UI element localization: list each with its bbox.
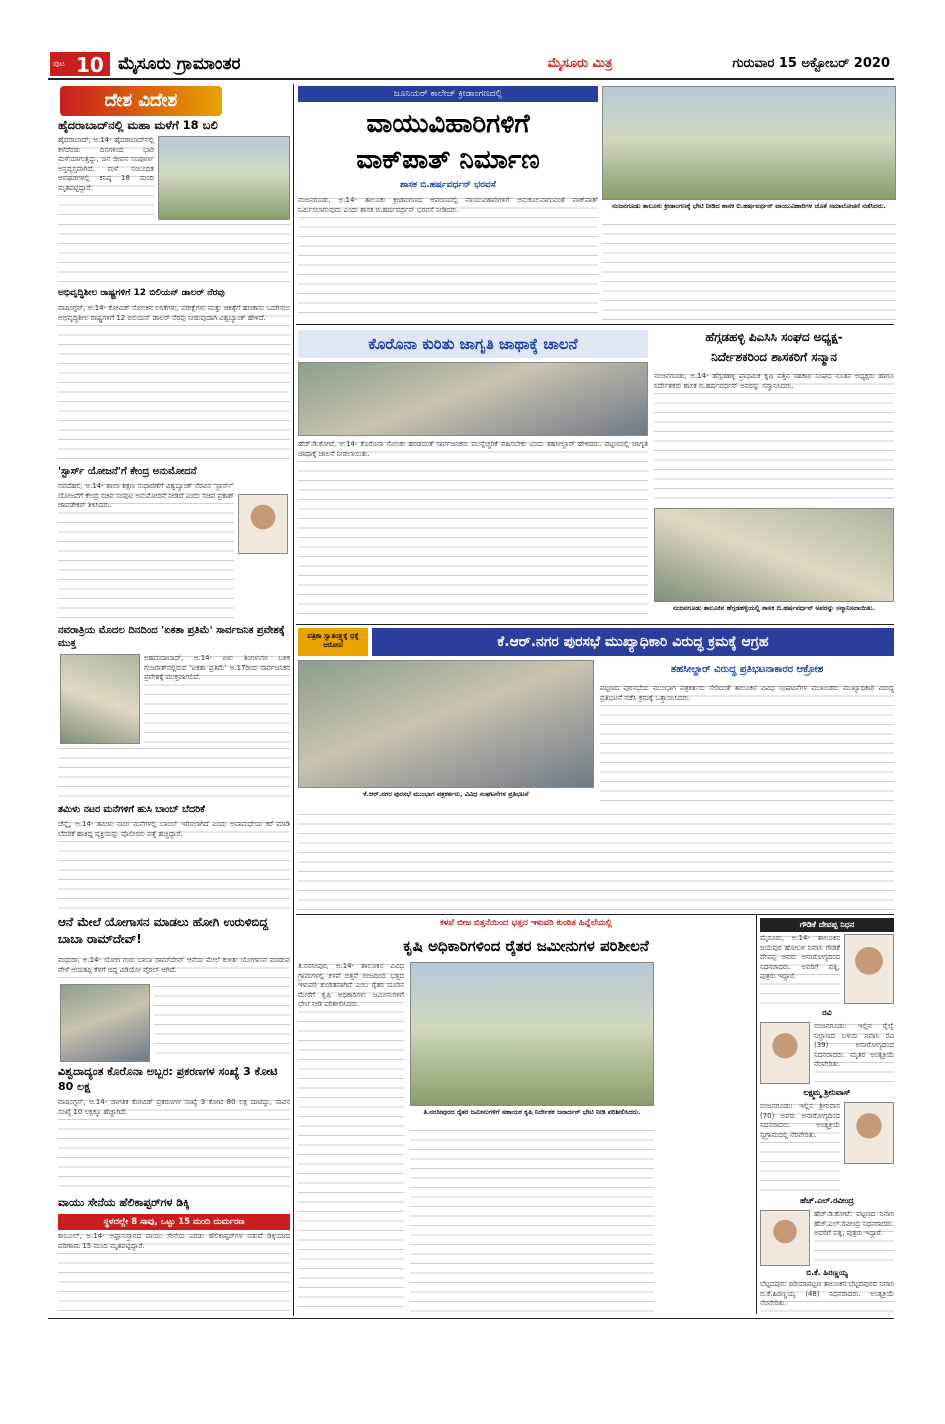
rule-under-lead <box>296 324 894 325</box>
lead-photo <box>602 86 896 200</box>
obit-photo-4 <box>760 1210 810 1266</box>
obit-head-1 <box>760 918 894 932</box>
hegga-body: ನಂಜನಗೂಡು, ಅ.14- ಹೆಗ್ಗಡಹಳ್ಳಿ ಪ್ರಾಥಮಿಕ ಕೃಷಿ ಪತ್ತಿನ ಸಹಕಾರ ಸಂಘದ ನೂತನ ಅಧ್ಯಕ್ಷರು ಹಾಗೂ ನಿರ್ದೇಶಕರು ಶಾಸಕ ಬಿ.ಹರ್ಷವರ್ಧನ್ ಅವರನ್ನು ಸನ್ಮಾನಿಸಿದರು. <box>654 372 894 506</box>
lead-byline: ಶಾಸಕ ಬಿ.ಹರ್ಷವರ್ಧನ್ ಭರವಸೆ <box>400 180 496 190</box>
section-title-text: ದೇಶ ವಿದೇಶ <box>104 90 178 111</box>
s4-body: ಅಹಮದಾಬಾದ್, ಅ.14- ಏಳು ತಿಂಗಳುಗಳ ಬಳಿಕ ಗುಜರಾತ್‌ನಲ್ಲಿರುವ 'ಏಕತಾ ಪ್ರತಿಮೆ' ಅ.17ರಿಂದ ಸಾರ್ವಜನಿಕರ ಪ್ರವೇಶಕ್ಕೆ ಮುಕ್ತವಾಗಲಿದೆ. <box>144 654 290 744</box>
s8-headline: ವಾಯು ಸೇನೆಯ ಹೆಲಿಕಾಪ್ಟರ್‌ಗಳ ಡಿಕ್ಕಿ <box>58 1196 190 1209</box>
corona-photo <box>298 362 648 436</box>
krnagar-photo <box>298 660 594 788</box>
obit-head-3: ಲಕ್ಷ್ಮಮ್ಮ ಶ್ರೀನಿವಾಸ್ <box>803 1088 851 1097</box>
lead-headline-2: ವಾಕ್‌ಪಾತ್ ನಿರ್ಮಾಣ <box>356 145 540 175</box>
s6-body: ಮಥುರಾ, ಅ.14- ಯೋಗ ಗುರು ಬಾಬಾ ರಾಮ್‌ದೇವ್ ಆನೆಯ ಮೇಲೆ ಕುಳಿತು ಯೋಗಾಸನ ಮಾಡುವ ವೇಳೆ ಆಯತಪ್ಪಿ ಕೆಳಗೆ ಬಿದ್ದ ವಿಡಿಯೋ ವೈರಲ್ ಆಗಿದೆ. <box>58 956 290 982</box>
corona-headline: ಕೊರೊನಾ ಕುರಿತು ಜಾಗೃತಿ ಜಾಥಾಕ್ಕೆ ಚಾಲನೆ <box>368 335 578 353</box>
s8-subhead-text: ಸ್ಥಳದಲ್ಲೇ 8 ಸಾವು, ಒಟ್ಟು 15 ಮಂದಿ ದುರ್ಮರಣ <box>103 1217 245 1227</box>
hegga-headline-2: ನಿರ್ದೇಶಕರಿಂದ ಶಾಸಕರಿಗೆ ಸನ್ಮಾನ <box>711 350 837 364</box>
lead-photo-caption: ನಂಜನಗೂಡು ತಾಲೂಕು ಕ್ರೀಡಾಂಗಣಕ್ಕೆ ಭೇಟಿ ನೀಡಿದ ಶಾಸಕ ಬಿ.ಹರ್ಷವರ್ಧನ್ ವಾಯುವಿಹಾರಿಗಳ ಜೊತೆ ಸಮಾಲೋಚನೆ ನಡೆಸಿದರು. <box>612 202 886 210</box>
s5-headline: ತಮಿಳು ನಟರ ಮನೆಗಳಿಗೆ ಹುಸಿ ಬಾಂಬ್ ಬೆದರಿಕೆ <box>58 804 205 815</box>
lead-body: ನಂಜನಗೂಡು, ಅ.14- ತಾಲೂಕು ಕ್ರೀಡಾಂಗಣದ ಆವರಣದಲ್ಲಿ ವಾಯುವಿಹಾರಿಗಳಿಗೆ ಅನುಕೂಲವಾಗುವಂತೆ ವಾಕ್‌ಪಾತ್ ನಿರ್ಮಿಸಲಾಗುವುದು ಎಂದು ಶಾಸಕ ಬಿ.ಹರ್ಷವರ್ಧನ್ ಭರವಸೆ ನೀಡಿದರು. <box>298 196 598 320</box>
obit-head-2: ರವಿ <box>822 1008 832 1017</box>
lead-headline-1: ವಾಯುವಿಹಾರಿಗಳಿಗೆ <box>366 109 530 139</box>
obit-body-1: ಮೈಸೂರು, ಅ.14- ತಾಲೂಕಿನ ಜಯಪುರ ಹೋಬಳಿ ನಿವಾಸಿ ಗೌಡಿಕೆ ದೇವಪ್ಪ ಅವರು ಅನಾರೋಗ್ಯದಿಂದ ನಿಧನರಾದರು. ಅವರಿಗೆ ಪತ್ನಿ, ಪುತ್ರರು ಇದ್ದಾರೆ. <box>760 934 840 1004</box>
krnagar-tag-text: ಪತ್ರಿಕಾ ಸ್ವಾತಂತ್ರ್ಯಕ್ಕೆ ಧಕ್ಕೆ ಆರೋಪ <box>307 632 359 649</box>
page-word: ಪುಟ <box>53 59 65 68</box>
lead-body-cont <box>602 222 896 320</box>
s2-headline: ಅಭಿವೃದ್ಧಿಶೀಲ ರಾಷ್ಟ್ರಗಳಿಗೆ 12 ಬಿಲಿಯನ್ ಡಾಲರ್ ನೆರವು <box>58 288 225 298</box>
section-name: ಮೈಸೂರು ಗ್ರಾಮಾಂತರ <box>118 54 241 74</box>
obit-body-5: ಬೆಟ್ಟದಪುರ: ಪಿರಿಯಾಪಟ್ಟಣ ತಾಲೂಕಿನ ಬೆಟ್ಟದಪುರದ ನಿವಾಸಿ ಬಿ.ಕೆ.ಹಿರಣ್ಣಯ್ಯ (48) ನಿಧನರಾದರು. ಅಂತ್ಯಕ್ರಿಯೆ ನೆರವೇರಿತು. <box>760 1280 894 1314</box>
obit-photo-1 <box>844 934 894 1004</box>
krnagar-tag <box>298 628 368 656</box>
section-title-desha-videsha <box>60 86 222 116</box>
lead-kicker-text: ಜೂನಿಯರ್ ಕಾಲೇಜ್ ಕ್ರೀಡಾಂಗಣದಲ್ಲಿ <box>393 89 503 99</box>
s4-headline: ನವರಾತ್ರಿಯ ಮೊದಲ ದಿನದಿಂದ 'ಏಕತಾ ಪ್ರತಿಮೆ' ಸಾರ್ವಜನಿಕ ಪ್ರವೇಶಕ್ಕೆ ಮುಕ್ತ <box>58 625 285 649</box>
krishi-body-cont <box>410 1128 654 1314</box>
s8-subhead <box>58 1214 290 1230</box>
krishi-body: ತಿ.ನರಸೀಪುರ, ಅ.14- ತಾಲೂಕಿನ ವಿವಿಧ ಗ್ರಾಮಗಳಲ್ಲಿ ಕಳಪೆ ಬಿತ್ತನೆ ಬೀಜದಿಂದ ಭತ್ತದ ಇಳುವರಿ ಕುಂಠಿತವಾಗಿದೆ ಎಂಬ ರೈತರ ದೂರಿನ ಮೇರೆಗೆ ಕೃಷಿ ಅಧಿಕಾರಿಗಳು ಜಮೀನುಗಳಿಗೆ ಭೇಟಿ ನೀಡಿ ಪರಿಶೀಲಿಸಿದರು. <box>298 962 404 1314</box>
page-badge <box>50 52 110 76</box>
hegga-photo-caption: ನಂಜನಗೂಡು ತಾಲೂಕಿನ ಹೆಗ್ಗಡಹಳ್ಳಿಯಲ್ಲಿ ಶಾಸಕ ಬಿ.ಹರ್ಷವರ್ಧನ್ ಅವರನ್ನು ಸನ್ಮಾನಿಸಲಾಯಿತು. <box>673 604 875 612</box>
page-bottom-rule <box>48 1318 894 1319</box>
elephant-photo <box>60 984 150 1062</box>
s2-body: ವಾಷಿಂಗ್ಟನ್, ಅ.14- ಕೋವಿಡ್ ಸೋಂಕಿನ ಲಸಿಕೆಗಳು, ಪರೀಕ್ಷೆಗಳು ಮತ್ತು ಚಿಕಿತ್ಸೆಗೆ ಹಣಕಾಸು ಒದಗಿಸಲು ಅಭಿವೃದ್ಧಿಶೀಲ ರಾಷ್ಟ್ರಗಳಿಗೆ 12 ಬಿಲಿಯನ್ ಡಾಲರ್ ನೆರವು ನೀಡುವುದಾಗಿ ವಿಶ್ವಬ್ಯಾಂಕ್ ಹೇಳಿದೆ. <box>58 304 290 464</box>
s5-body: ಚೆನ್ನೈ, ಅ.14- ತಮಿಳು ನಟರ ಮನೆಗಳಲ್ಲಿ ಬಾಂಬ್ ಇರಿಸಲಾಗಿದೆ ಎಂದು ಅನಾಮಧೇಯ ಕರೆ ಮಾಡಿ ಬೆದರಿಕೆ ಹಾಕಿದ್ದ ವ್ಯಕ್ತಿಯನ್ನು ಪೊಲೀಸರು ಪತ್ತೆ ಹಚ್ಚಿದ್ದಾರೆ. <box>58 820 290 912</box>
corona-headline-box <box>298 330 648 358</box>
krnagar-body: ಪಟ್ಟಣದ ಪುರಸಭೆಯ ಮುಂಭಾಗ ಪತ್ರಕರ್ತರು ಸೇರಿದಂತೆ ತಾಲೂಕಿನ ವಿವಿಧ ಸಂಘಟನೆಗಳ ಮುಖಂಡರು ಮುಖ್ಯಾಧಿಕಾರಿ ವಿರುದ್ಧ ಪ್ರತಿಭಟನೆ ನಡೆಸಿ ಕ್ರಮಕ್ಕೆ ಒತ್ತಾಯಿಸಿದರು. <box>600 684 894 808</box>
s1-body-cont <box>58 222 290 286</box>
s3-body: ನವದೆಹಲಿ, ಅ.14- ಶಾಲಾ ಶಿಕ್ಷಣ ಸುಧಾರಣೆಗೆ ವಿಶ್ವಬ್ಯಾಂಕ್ ನೆರವಿನ 'ಸ್ಟಾರ್ಸ್' ಯೋಜನೆಗೆ ಕೇಂದ್ರ ಸಚಿವ ಸಂಪುಟ ಅನುಮೋದನೆ ನೀಡಿದೆ ಎಂದು ಸಚಿವ ಪ್ರಕಾಶ್ ಜಾವಡೇಕರ್ ತಿಳಿಸಿದರು. <box>58 482 234 622</box>
page-number: 10 <box>76 53 104 76</box>
obit-photo-3 <box>844 1102 894 1164</box>
obit-head-4: ಹೆಚ್.ಎಲ್.ರವೀಂದ್ರ <box>800 1196 854 1205</box>
s7-headline: ವಿಶ್ವದಾದ್ಯಂತ ಕೊರೊನಾ ಅಬ್ಬರ: ಪ್ರಕರಣಗಳ ಸಂಖ್ಯೆ 3 ಕೋಟಿ 80 ಲಕ್ಷ <box>58 1065 278 1093</box>
flood-photo <box>158 136 290 220</box>
s7-body: ವಾಷಿಂಗ್ಟನ್, ಅ.14- ಜಾಗತಿಕ ಕೋವಿಡ್ ಪ್ರಕರಣಗಳ ಸಂಖ್ಯೆ 3 ಕೋಟಿ 80 ಲಕ್ಷ ದಾಟಿದ್ದು, ಸಾವಿನ ಸಂಖ್ಯೆ 10 ಲಕ್ಷಕ್ಕೂ ಹೆಚ್ಚಾಗಿದೆ. <box>58 1098 290 1194</box>
krishi-photo <box>410 962 654 1106</box>
minister-photo <box>238 494 288 554</box>
s3-headline: 'ಸ್ಟಾರ್ಸ್ ಯೋಜನೆ'ಗೆ ಕೇಂದ್ರ ಅನುಮೋದನೆ <box>58 466 197 477</box>
s6-body-cont <box>154 984 290 1062</box>
s8-body: ಕಾಬೂಲ್, ಅ.14- ಅಫ್ಘಾನಿಸ್ತಾನದ ವಾಯು ಸೇನೆಯ ಎರಡು ಹೆಲಿಕಾಪ್ಟರ್‌ಗಳ ನಡುವೆ ಡಿಕ್ಕಿಯಾದ ಪರಿಣಾಮ 15 ಮಂದಿ ಮೃತಪಟ್ಟಿದ್ದಾರೆ. <box>58 1232 290 1316</box>
obit-body-3: ನಂಜನಗೂಡು: ಇಲ್ಲಿನ ಶ್ರೀನಿವಾಸ (70) ಅವರು ಅನಾರೋಗ್ಯದಿಂದ ನಿಧನರಾದರು. ಅಂತ್ಯಕ್ರಿಯೆ ಸ್ವಗ್ರಾಮದಲ್ಲಿ ನೆರವೇರಿತು. <box>760 1102 840 1194</box>
statue-photo <box>60 654 140 744</box>
obit-head-1-text: ಗೌಡಿಕೆ ದೇವಪ್ಪ ನಿಧನ <box>799 920 855 929</box>
krnagar-headline-box <box>372 628 894 656</box>
obit-rule <box>756 914 757 1314</box>
masthead-rule <box>48 78 894 80</box>
krnagar-headline: ಕೆ.ಆರ್.ನಗರ ಪುರಸಭೆ ಮುಖ್ಯಾಧಿಕಾರಿ ವಿರುದ್ಧ ಕ್ರಮಕ್ಕೆ ಆಗ್ರಹ <box>497 634 769 650</box>
krishi-kicker: ಕಳಪೆ ಬೀಜ ಬಿತ್ತನೆಯಿಂದ ಭತ್ತದ ಇಳುವರಿ ಕುಂಠಿತ ಹಿನ್ನೆಲೆಯಲ್ಲಿ <box>439 918 612 928</box>
lead-kicker <box>298 86 598 102</box>
obit-photo-2 <box>760 1022 810 1084</box>
obit-body-4: ಹೆಚ್.ಡಿ.ಕೋಟೆ: ಪಟ್ಟಣದ ನಿವಾಸಿ ಹೆಚ್.ಎಲ್.ರವೀಂದ್ರ ನಿಧನರಾದರು. ಅವರಿಗೆ ಪತ್ನಿ, ಪುತ್ರರು ಇದ್ದಾರೆ. <box>814 1210 894 1266</box>
corona-body: ಹೆಚ್.ಡಿ.ಕೋಟೆ, ಅ.14- ಕೊರೊನಾ ಸೋಂಕು ಹರಡದಂತೆ ಸಾರ್ವಜನಿಕರು ಮುನ್ನೆಚ್ಚರಿಕೆ ವಹಿಸಬೇಕು ಎಂದು ತಹಸೀಲ್ದಾರ್ ಹೇಳಿದರು. ಪಟ್ಟಣದಲ್ಲಿ ಜಾಗೃತಿ ಜಾಥಾಕ್ಕೆ ಚಾಲನೆ ನೀಡಲಾಯಿತು. <box>298 440 648 620</box>
hegga-headline-1: ಹೆಗ್ಗಡಹಳ್ಳಿ ಪಿಎಸಿಸಿ ಸಂಘದ ಅಧ್ಯಕ್ಷ- <box>705 330 843 344</box>
s1-body: ಹೈದರಾಬಾದ್, ಅ.14- ಹೈದರಾಬಾದ್‌ನಲ್ಲಿ ಕಳೆದೆರಡು ದಿನಗಳಿಂದ ಭಾರಿ ಮಳೆಯಾಗುತ್ತಿದ್ದು, ಜನ ಜೀವನ ಸಂಪೂರ್ಣ ಅಸ್ತವ್ಯಸ್ತವಾಗಿದೆ. ಮಳೆ ಸಂಬಂಧಿತ ಅವಘಡಗಳಲ್ಲಿ ಕನಿಷ್ಠ 18 ಮಂದಿ ಮೃತಪಟ್ಟಿದ್ದಾರೆ. <box>58 136 154 220</box>
rule-above-krnagar <box>296 624 894 625</box>
issue-date: ಗುರುವಾರ 15 ಅಕ್ಟೋಬರ್ 2020 <box>732 56 890 71</box>
rule-above-krishi <box>296 914 894 915</box>
obit-body-2: ನಂಜನಗೂಡು: ಇಲ್ಲಿನ ರೈಲ್ವೆ ನಿಲ್ದಾಣದ ಬಳಿಯ ನಿವಾಸಿ ರವಿ (39) ಅನಾರೋಗ್ಯದಿಂದ ನಿಧನರಾದರು. ಮೃತರ ಅಂತ್ಯಕ್ರಿಯೆ ನೆರವೇರಿತು. <box>814 1022 894 1084</box>
krnagar-photo-caption: ಕೆ.ಆರ್.ನಗರ ಪುರಸಭೆ ಮುಂಭಾಗ ಪತ್ರಕರ್ತರು, ವಿವಿಧ ಸಂಘಟನೆಗಳ ಪ್ರತಿಭಟನೆ <box>363 790 529 798</box>
s6-headline: ಆನೆ ಮೇಲೆ ಯೋಗಾಸನ ಮಾಡಲು ಹೋಗಿ ಉರುಳಿಬಿದ್ದ ಬಾಬಾ ರಾಮ್‌ದೇವ್! <box>58 915 269 946</box>
s1-headline: ಹೈದರಾಬಾದ್‌ನಲ್ಲಿ ಮಹಾ ಮಳೆಗೆ 18 ಬಲಿ <box>58 118 218 132</box>
hegga-photo <box>654 508 894 602</box>
paper-name: ಮೈಸೂರು ಮಿತ್ರ <box>547 56 613 71</box>
krishi-photo-caption: ತಿ.ನರಸೀಪುರದ ರೈತರ ಜಮೀನುಗಳಿಗೆ ಸಹಾಯಕ ಕೃಷಿ ನಿರ್ದೇಶಕ ಜನಾರ್ದನ್ ಭೇಟಿ ನೀಡಿ ಪರಿಶೀಲಿಸಿದರು. <box>423 1108 641 1116</box>
krnagar-body-cont <box>298 812 894 912</box>
krnagar-subhead: ತಹಸೀಲ್ದಾರ್ ವಿರುದ್ಧ ಪ್ರತಿಭಟನಾಕಾರರ ಆಕ್ರೋಶ <box>670 664 824 675</box>
left-column-rule <box>293 84 294 1316</box>
s4-body-cont <box>58 746 290 802</box>
obit-head-5: ಬಿ.ಕೆ. ಹಿರಣ್ಣಯ್ಯ <box>806 1268 848 1277</box>
krishi-headline: ಕೃಷಿ ಅಧಿಕಾರಿಗಳಿಂದ ರೈತರ ಜಮೀನುಗಳ ಪರಿಶೀಲನೆ <box>403 937 649 955</box>
